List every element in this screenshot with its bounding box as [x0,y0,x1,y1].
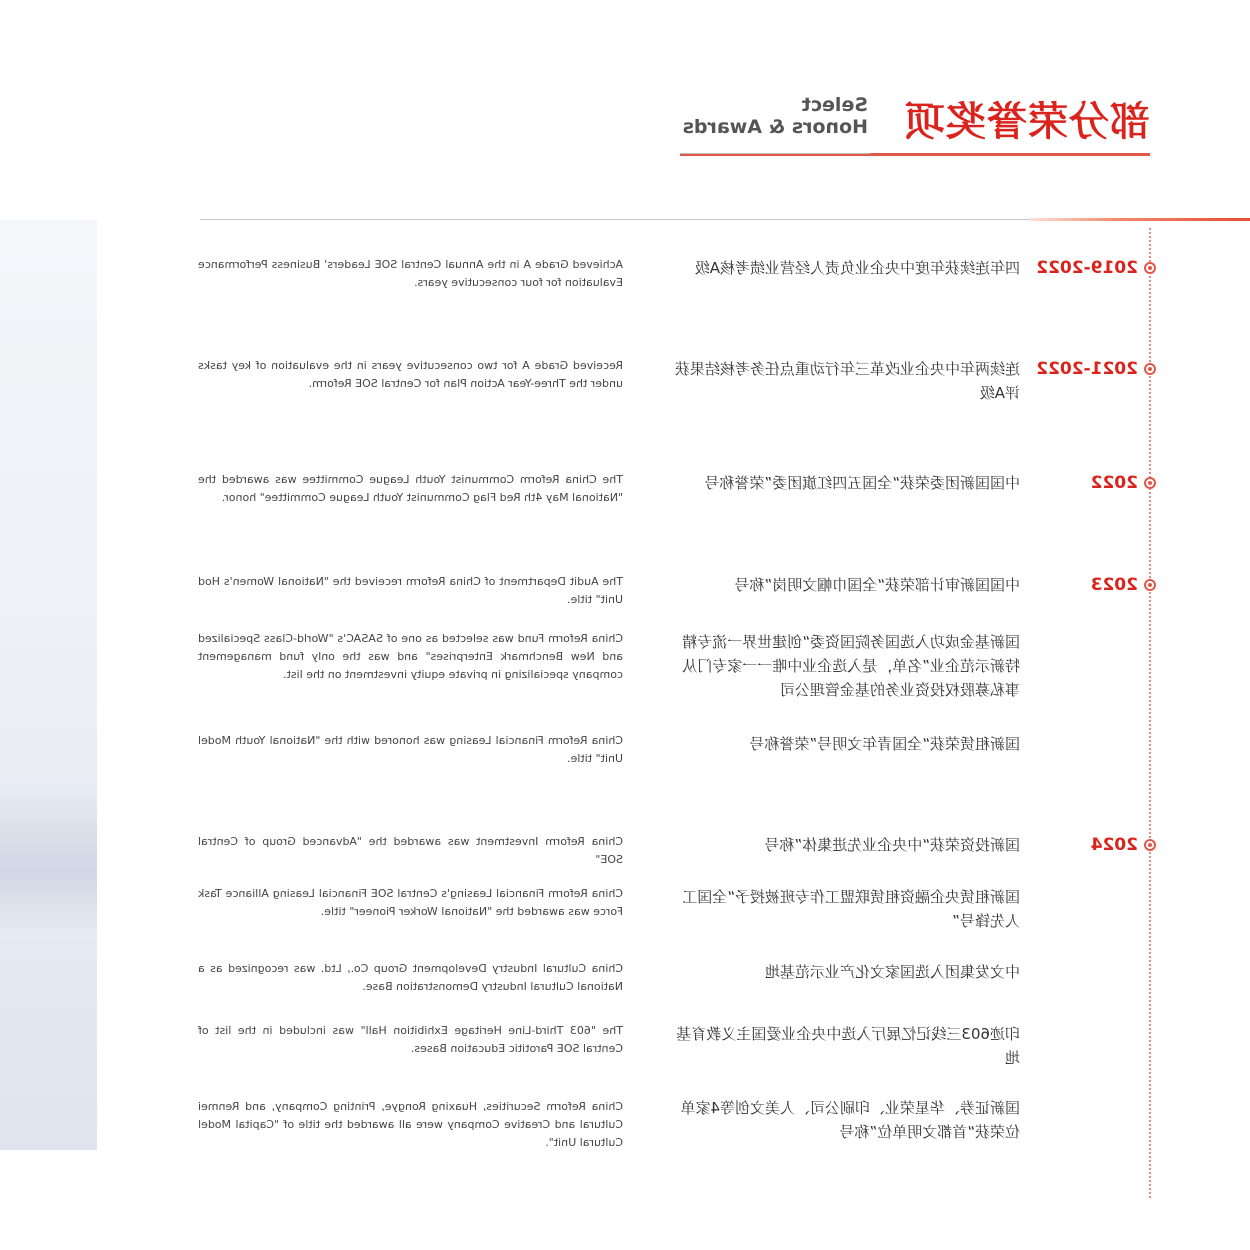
award-cn: 四年连续获年度中央企业负责人经营业绩考核A级 [694,259,1020,277]
page-title-en [678,94,868,138]
timeline-dot [1144,477,1156,489]
award-cn: 国新基金成功入选国务院国资委“创建世界一流专精特新示范企业”名单，是入选企业中唯一一家专门从事私募股权投资业务的基金管理公司 [682,633,1020,699]
year-label: 2021-2022 [1036,359,1138,379]
timeline-dot [1144,579,1156,591]
top-divider [200,219,1030,220]
award-en: The China Reform Communist Youth League Committee was awarded the "National May 4th Red Flag Communist Youth League Committee" honor. [198,473,623,504]
page-header [680,94,1150,156]
award-en: China Reform Financial Leasing's Central SOE Financial Leasing Alliance Task Force was awarded the "National Worker Pioneer" title. [198,887,623,918]
year-label: 2023 [1090,575,1138,595]
award-cn: 中文发集团入选国家文化产业示范基地 [764,963,1020,981]
timeline-dot [1144,839,1156,851]
award-cn: 国新投资荣获“中央企业先进集体”称号 [764,836,1020,854]
award-en: China Reform Fund was selected as one of SASAC's "World-Class Specialized and New Benchmark Enterprises" and was the only fund management company specializing in private equity investment on the list. [198,632,623,681]
award-cn: 国新租赁荣获“全国青年文明号”荣誉称号 [749,735,1020,753]
timeline-dot [1144,262,1156,274]
year-label: 2019-2022 [1036,258,1138,278]
page-title-en-line1: Select [801,94,868,116]
timeline-dot [1144,363,1156,375]
header-underline [680,153,870,154]
award-cn: 中国国新团委荣获“全国五四红旗团委”荣誉称号 [704,474,1020,492]
award-en: China Reform Securities, Huaxing Rongye, Printing Company, and Renmei Cultural and Creative Company were all awarded the title of "Capital Model Cultural Unit". [198,1100,623,1149]
award-cn: 连续两年中央企业改革三年行动重点任务考核结果获评A级 [674,360,1020,402]
award-en: Achieved Grade A in the Annual Central SOE Leaders' Business Performance Evaluation for four consecutive years. [198,258,623,289]
award-cn: 中国国新审计部荣获“全国巾帼文明岗”称号 [734,576,1020,594]
award-cn: 国新租赁央企融资租赁联盟工作专班被授予“全国工人先锋号” [682,888,1020,930]
award-en: China Reform Financial Leasing was honored with the "National Youth Model Unit" title. [198,734,623,765]
award-en: The "603 Third-Line Heritage Exhibition Hall" was included in the list of Central SOE Parotitic Education Bases. [198,1024,623,1055]
page-title-en-line2: Honors & Awards [682,116,868,138]
award-cn: 国新证券、华星荣业、印刷公司、人美文创等4家单位荣获“首都文明单位”称号 [680,1099,1020,1141]
year-label: 2024 [1090,835,1138,855]
award-en: China Cultural Industry Development Group Co., Ltd. was recognized as a National Cultural Industry Demonstration Base. [198,962,623,993]
award-en: China Reform Investment was awarded the "Advanced Group of Central SOE" [198,835,623,866]
page-title-cn: 部分荣誉奖项 [904,99,1150,145]
year-label: 2022 [1090,473,1138,493]
award-en: The Audit Department of China Reform received the "National Women's Hod Unit" title. [198,575,623,606]
top-divider-accent [1030,218,1250,221]
award-en: Received Grade A for two consecutive years in the evaluation of key tasks under the Three-Year Action Plan for Central SOE Reform. [198,359,623,390]
award-cn: 印迹603三线记忆展厅入选中央企业爱国主义教育基地 [676,1025,1020,1067]
